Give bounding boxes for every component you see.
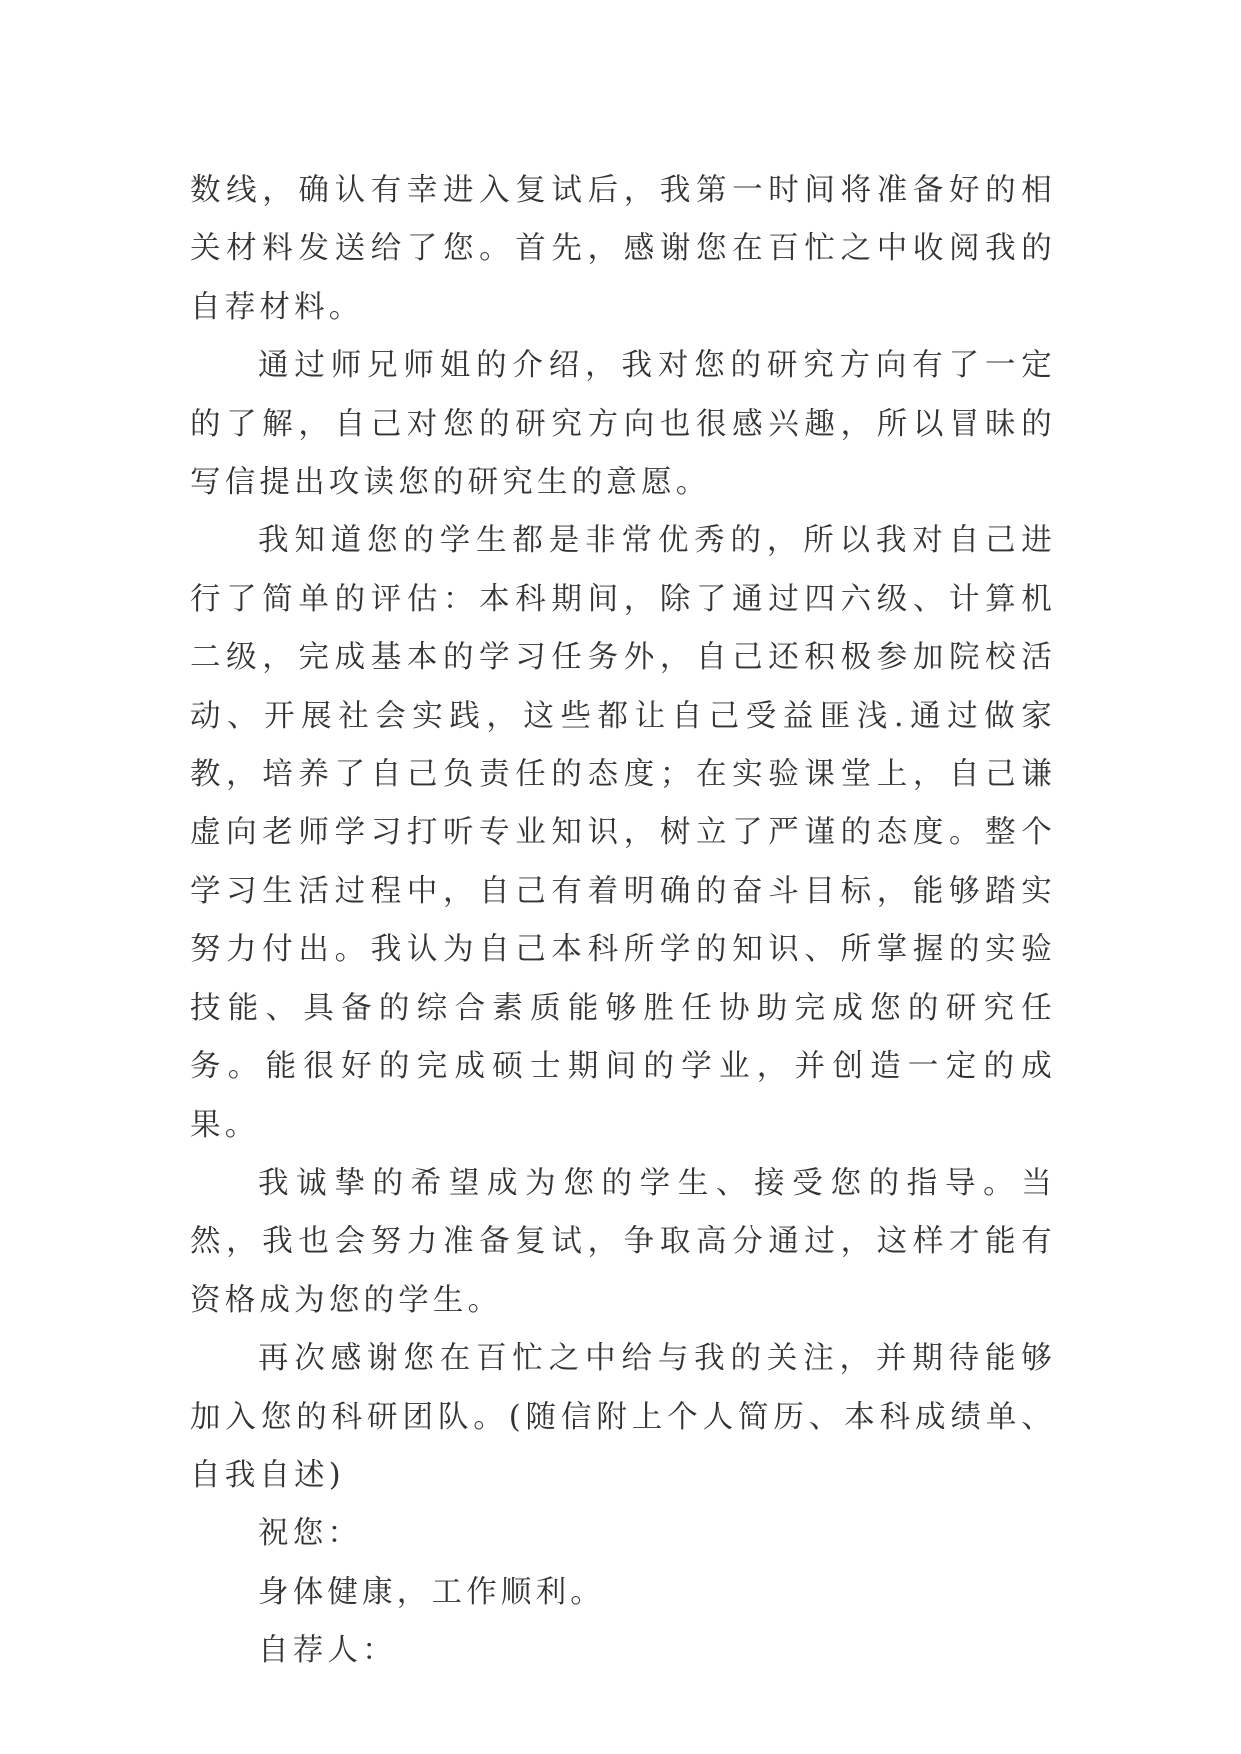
paragraph-research-interest: 通过师兄师姐的介绍，我对您的研究方向有了一定的了解，自己对您的研究方向也很感兴趣，所以冒昧的写信提出攻读您的研究生的意愿。	[190, 348, 1056, 501]
closing-salutation: 祝您：	[258, 1516, 363, 1552]
paragraph-thanks: 再次感谢您在百忙之中给与我的关注，并期待能够加入您的科研团队。(随信附上个人简历、本科成绩单、自我自述)	[190, 1341, 1056, 1493]
paragraph-aspiration: 我诚挚的希望成为您的学生、接受您的指导。当然，我也会努力准备复试，争取高分通过，这样才能有资格成为您的学生。	[190, 1165, 1056, 1318]
signature-label: 自荐人：	[258, 1633, 397, 1669]
letter-body	[190, 162, 1056, 1681]
closing-wishes: 身体健康，工作顺利。	[258, 1574, 605, 1610]
paragraph-continued: 数线，确认有幸进入复试后，我第一时间将准备好的相关材料发送给了您。首先，感谢您在百忙之中收阅我的自荐材料。	[190, 173, 1056, 325]
paragraph-self-evaluation: 我知道您的学生都是非常优秀的，所以我对自己进行了简单的评估：本科期间，除了通过四六级、计算机二级，完成基本的学习任务外，自己还积极参加院校活动、开展社会实践，这些都让自己受益匪浅.通过做家教，培养了自己负责任的态度；在实验课堂上，自己谦虚向老师学习打听专业知识，树立了严谨的态度。整个学习生活过程中，自己有着明确的奋斗目标，能够踏实努力付出。我认为自己本科所学的知识、所掌握的实验技能、具备的综合素质能够胜任协助完成您的研究任务。能很好的完成硕士期间的学业，并创造一定的成果。	[190, 523, 1056, 1143]
